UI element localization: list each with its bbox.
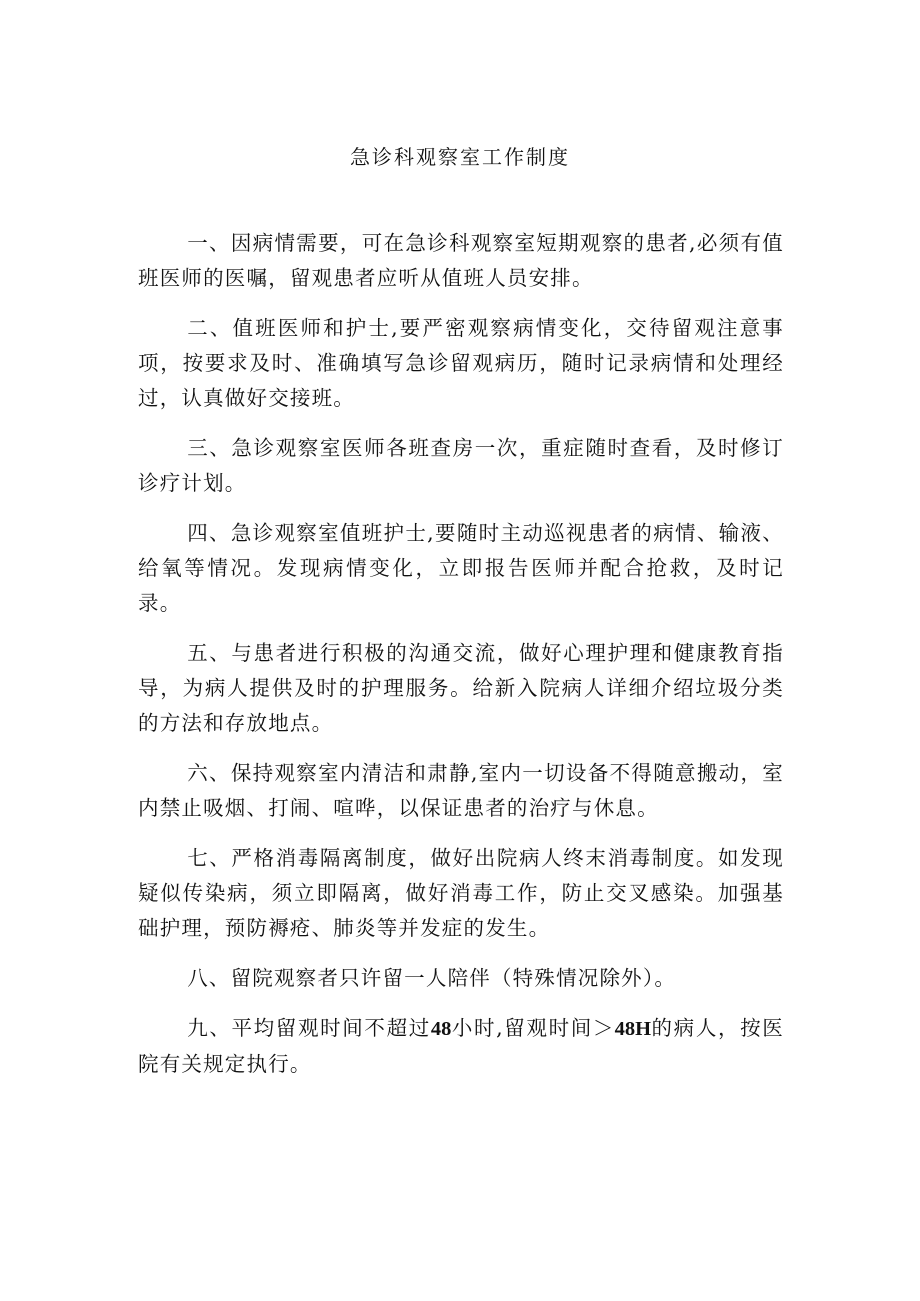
paragraph-6: 六、保持观察室内清洁和肃静,室内一切设备不得随意搬动，室内禁止吸烟、打闹、喧哗，以保证患者的治疗与休息。 <box>138 761 784 820</box>
threshold-value: 48H <box>614 1018 652 1040</box>
document-body <box>138 226 784 1097</box>
paragraph-4: 四、急诊观察室值班护士,要随时主动巡视患者的病情、输液、给氧等情况。发现病情变化，立即报告医师并配合抢救，及时记录。 <box>138 521 784 615</box>
paragraph-3: 三、急诊观察室医师各班查房一次，重症随时查看，及时修订诊疗计划。 <box>138 436 784 495</box>
paragraph-9-text-a: 九、平均留观时间不超过 <box>187 1016 431 1040</box>
paragraph-1: 一、因病情需要，可在急诊科观察室短期观察的患者,必须有值班医师的医嘱，留观患者应听从值班人员安排。 <box>138 231 784 290</box>
paragraph-9 <box>138 1011 784 1082</box>
paragraph-7: 七、严格消毒隔离制度，做好出院病人终末消毒制度。如发现疑似传染病，须立即隔离，做好消毒工作，防止交叉感染。加强基础护理，预防褥疮、肺炎等并发症的发生。 <box>138 846 784 940</box>
paragraph-2: 二、值班医师和护士,要严密观察病情变化，交待留观注意事项，按要求及时、准确填写急诊留观病历，随时记录病情和处理经过，认真做好交接班。 <box>138 316 784 410</box>
paragraph-8: 八、留院观察者只许留一人陪伴（特殊情况除外）。 <box>187 966 677 990</box>
document-title: 急诊科观察室工作制度 <box>350 145 570 169</box>
paragraph-5: 五、与患者进行积极的沟通交流，做好心理护理和健康教育指导，为病人提供及时的护理服务。给新入院病人详细介绍垃圾分类的方法和存放地点。 <box>138 641 784 735</box>
hours-value: 48 <box>430 1018 452 1040</box>
paragraph-9-text-b: 小时,留观时间＞ <box>451 1016 615 1040</box>
paragraph-9-text-c: 的病人，按医院有关规定执行。 <box>138 1016 784 1076</box>
